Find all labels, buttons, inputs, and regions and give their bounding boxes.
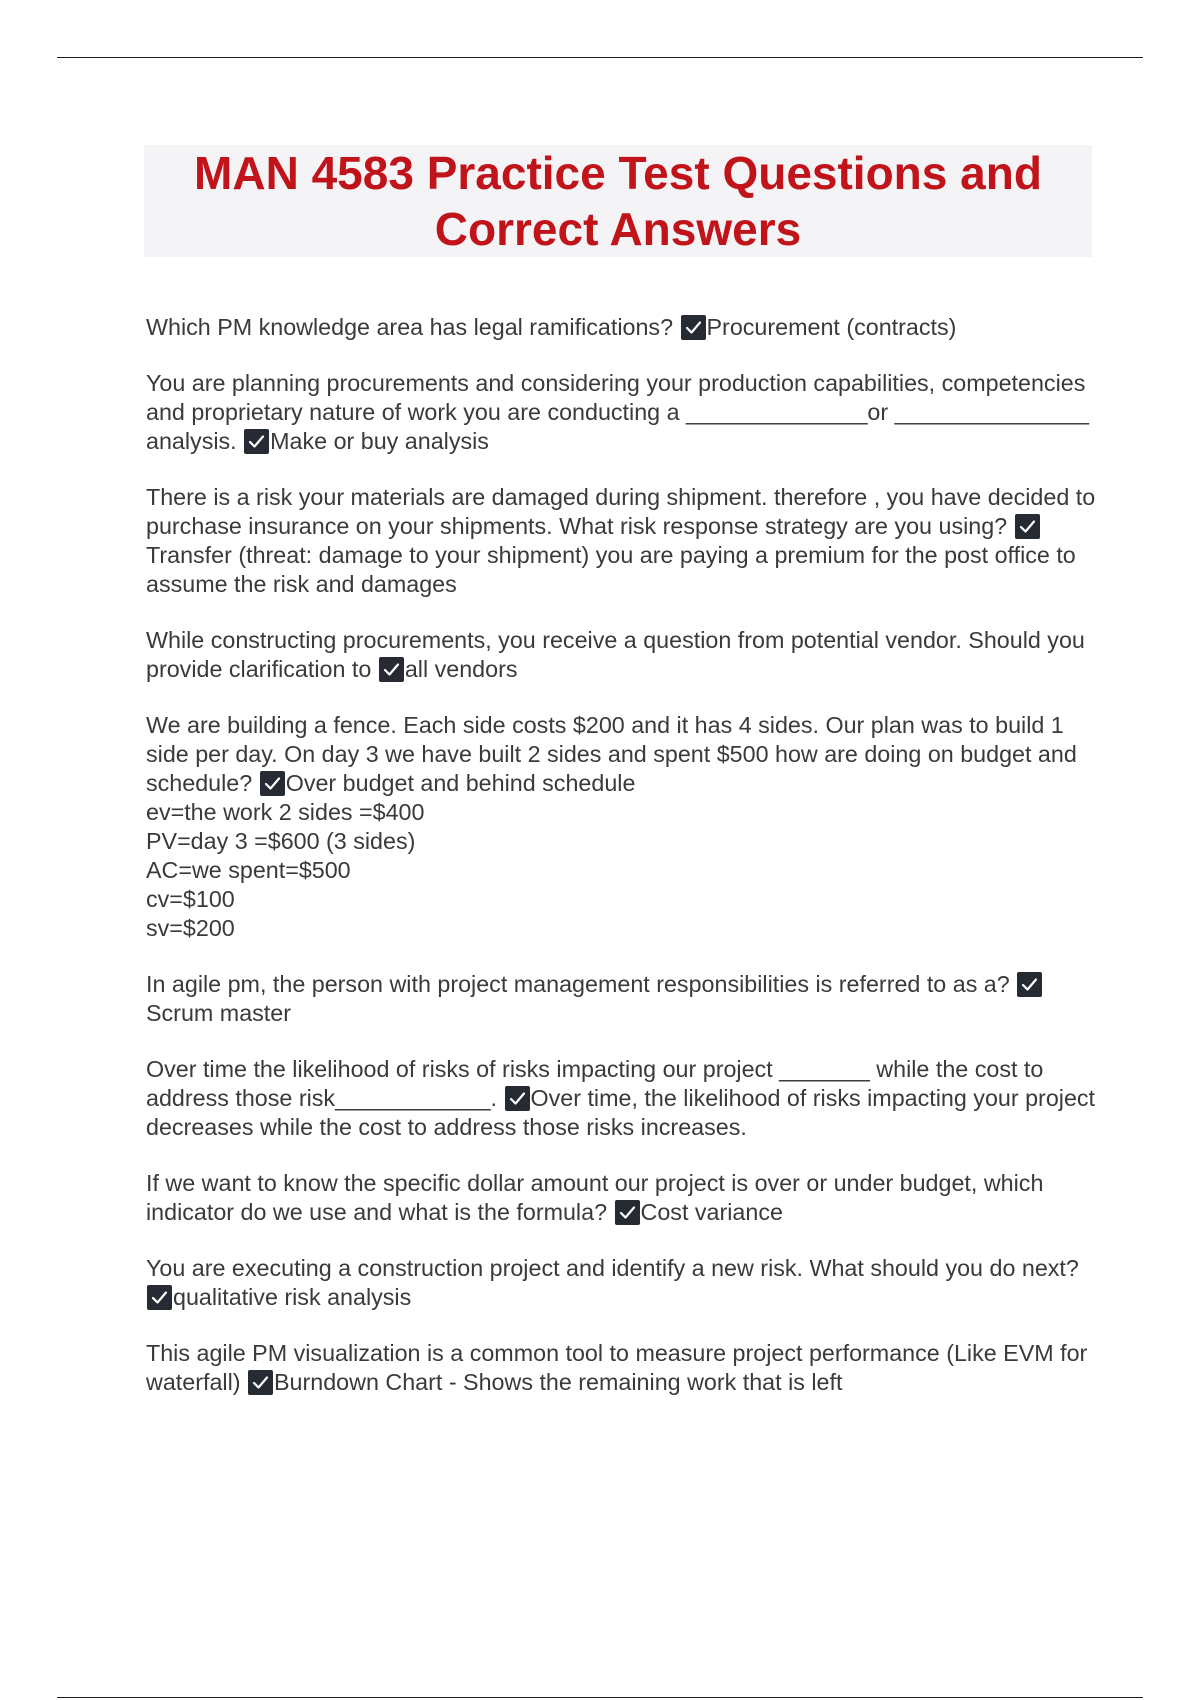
check-box-icon: [260, 771, 285, 796]
question-text: Over time the likelihood of risks of risks impacting our project _______ while the cost to address those risk____________.: [146, 1056, 1044, 1111]
check-box-icon: [615, 1200, 640, 1225]
qa-item: [146, 626, 1096, 684]
answer-text: Cost variance: [640, 1199, 783, 1225]
answer-text: Procurement (contracts): [706, 314, 957, 340]
answer-text: Make or buy analysis: [270, 428, 489, 454]
question-text: While constructing procurements, you receive a question from potential vendor. Should you provide clarification to: [146, 627, 1085, 682]
answer-text: Transfer (threat: damage to your shipment) you are paying a premium for the post office to assume the risk and damages: [146, 542, 1076, 597]
answer-text: all vendors: [404, 656, 518, 682]
check-box-icon: [379, 657, 404, 682]
calc-line: PV=day 3 =$600 (3 sides): [146, 828, 416, 854]
qa-item: [146, 369, 1096, 456]
qa-item: [146, 1254, 1096, 1312]
check-box-icon: [681, 315, 706, 340]
qa-item: [146, 313, 1096, 342]
check-box-icon: [244, 429, 269, 454]
check-box-icon: [1017, 972, 1042, 997]
qa-item: [146, 711, 1096, 943]
question-text: We are building a fence. Each side costs $200 and it has 4 sides. Our plan was to build 1 side per day. On day 3 we have built 2 sides and spent $500 how are doing on budget and schedule?: [146, 712, 1077, 796]
question-text: You are executing a construction project and identify a new risk. What should you do next?: [146, 1255, 1079, 1281]
calc-line: ev=the work 2 sides =$400: [146, 799, 425, 825]
answer-text: Over time, the likelihood of risks impacting your project decreases while the cost to address those risks increases.: [146, 1085, 1096, 1140]
check-box-icon: [248, 1370, 273, 1395]
question-text: You are planning procurements and considering your production capabilities, competencies and proprietary nature of work you are conducting a ______________or _______________ analysis.: [146, 370, 1089, 454]
question-text: If we want to know the specific dollar amount our project is over or under budget, which indicator do we use and what is the formula?: [146, 1170, 1044, 1225]
question-text: There is a risk your materials are damaged during shipment. therefore , you have decided to purchase insurance on your shipments. What risk response strategy are you using?: [146, 484, 1096, 539]
check-box-icon: [1015, 514, 1040, 539]
top-rule: [57, 57, 1143, 58]
calc-line: AC=we spent=$500: [146, 857, 351, 883]
check-box-icon: [147, 1285, 172, 1310]
question-text: Which PM knowledge area has legal ramifications?: [146, 314, 674, 340]
qa-item: [146, 1055, 1096, 1142]
qa-item: [146, 1169, 1096, 1227]
question-text: This agile PM visualization is a common tool to measure project performance (Like EVM for waterfall): [146, 1340, 1088, 1395]
calc-line: cv=$100: [146, 886, 235, 912]
answer-text: Burndown Chart - Shows the remaining work that is left: [274, 1369, 843, 1395]
qa-list: [146, 313, 1096, 1424]
qa-item: [146, 1339, 1096, 1397]
calc-line: sv=$200: [146, 915, 235, 941]
answer-text: Over budget and behind schedule: [285, 770, 636, 796]
bottom-rule: [57, 1697, 1143, 1698]
answer-text: qualitative risk analysis: [173, 1284, 412, 1310]
title-banner: [144, 145, 1092, 257]
qa-item: [146, 483, 1096, 599]
answer-text: Scrum master: [146, 1000, 291, 1026]
qa-item: [146, 970, 1096, 1028]
page-title: MAN 4583 Practice Test Questions and Correct Answers: [194, 147, 1042, 255]
question-text: In agile pm, the person with project management responsibilities is referred to as a?: [146, 971, 1010, 997]
check-box-icon: [505, 1086, 530, 1111]
